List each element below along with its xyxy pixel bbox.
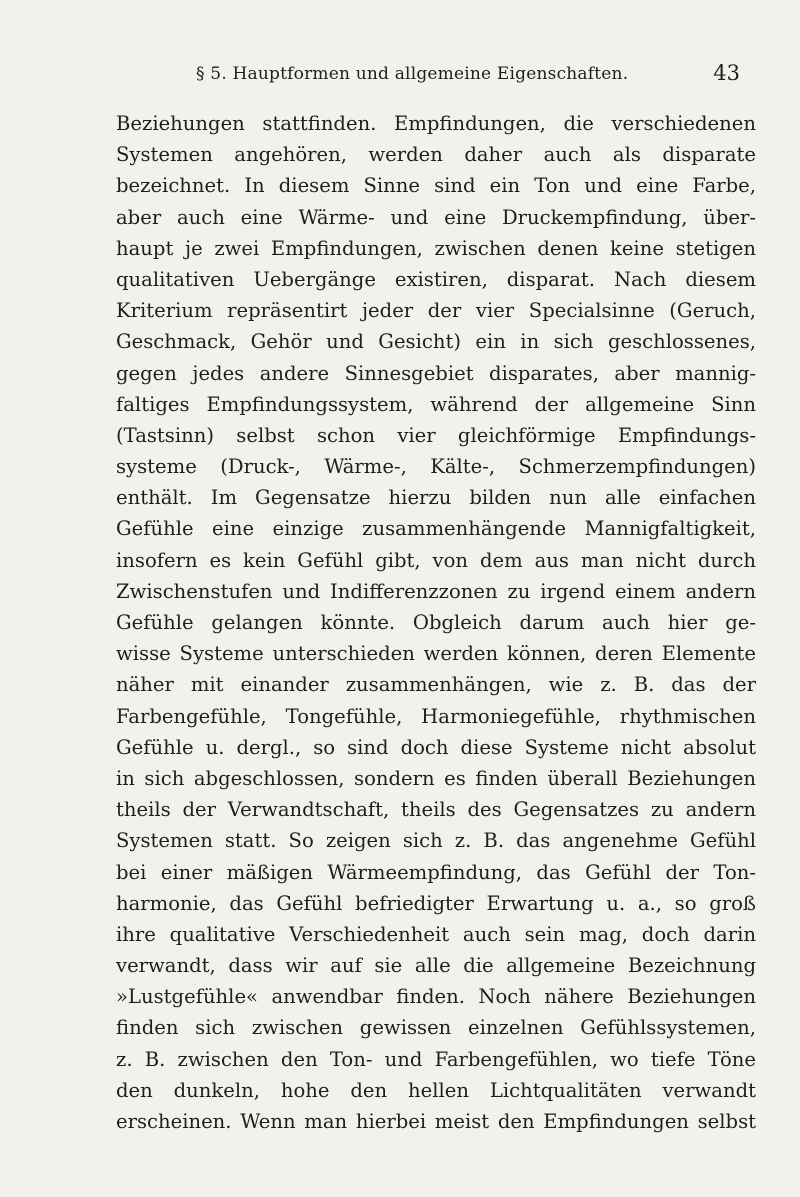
text-line: harmonie, das Gefühl befriedigter Erwartung u. a., so groß bbox=[116, 891, 756, 915]
text-line: näher mit einander zusammenhängen, wie z. B. das der bbox=[116, 673, 756, 697]
text-line: Systemen angehören, werden daher auch als disparate bbox=[116, 143, 756, 167]
text-line: Zwischenstufen und Indifferenzzonen zu irgend einem andern bbox=[116, 579, 756, 603]
text-line: systeme (Druck-, Wärme-, Kälte-, Schmerzempfindungen) bbox=[116, 455, 756, 479]
text-line: Gefühle u. dergl., so sind doch diese Systeme nicht absolut bbox=[116, 735, 756, 759]
text-line: ihre qualitative Verschiedenheit auch sein mag, doch darin bbox=[116, 922, 756, 946]
body-text bbox=[116, 108, 756, 1137]
text-line: Gefühle eine einzige zusammenhängende Mannigfaltigkeit, bbox=[116, 517, 756, 541]
text-line: Gefühle gelangen könnte. Obgleich darum auch hier ge- bbox=[116, 611, 756, 634]
text-line: finden sich zwischen gewissen einzelnen Gefühlssystemen, bbox=[116, 1016, 756, 1040]
text-line: »Lustgefühle« anwendbar finden. Noch nähere Beziehungen bbox=[116, 985, 756, 1009]
text-line: insofern es kein Gefühl gibt, von dem aus man nicht durch bbox=[116, 548, 756, 572]
text-line: verwandt, dass wir auf sie alle die allgemeine Bezeichnung bbox=[116, 954, 756, 978]
text-line: erscheinen. Wenn man hierbei meist den Empfindungen selbst bbox=[116, 1110, 756, 1133]
text-line: Beziehungen stattfinden. Empfindungen, die verschiedenen bbox=[116, 112, 756, 135]
text-line: gegen jedes andere Sinnesgebiet disparates, aber mannig- bbox=[116, 361, 756, 385]
text-line: bezeichnet. In diesem Sinne sind ein Ton und eine Farbe, bbox=[116, 174, 756, 198]
text-line: aber auch eine Wärme- und eine Druckempfindung, über- bbox=[116, 205, 756, 229]
text-line: den dunkeln, hohe den hellen Lichtqualitäten verwandt bbox=[116, 1078, 756, 1102]
text-line: haupt je zwei Empfindungen, zwischen denen keine stetigen bbox=[116, 236, 756, 260]
text-line: (Tastsinn) selbst schon vier gleichförmige Empfindungs- bbox=[116, 423, 756, 447]
text-line: bei einer mäßigen Wärmeempfindung, das Gefühl der Ton- bbox=[116, 860, 756, 884]
page-number: 43 bbox=[713, 61, 740, 85]
text-line: Geschmack, Gehör und Gesicht) ein in sich geschlossenes, bbox=[116, 330, 756, 354]
text-line: wisse Systeme unterschieden werden können, deren Elemente bbox=[116, 642, 756, 666]
text-line: enthält. Im Gegensatze hierzu bilden nun alle einfachen bbox=[116, 486, 756, 510]
text-line: Systemen statt. So zeigen sich z. B. das angenehme Gefühl bbox=[116, 829, 756, 853]
running-title: § 5. Hauptformen und allgemeine Eigenschaften. bbox=[196, 64, 629, 84]
text-line: theils der Verwandtschaft, theils des Gegensatzes zu andern bbox=[116, 798, 756, 822]
text-line: qualitativen Uebergänge existiren, disparat. Nach diesem bbox=[116, 267, 756, 291]
running-head bbox=[114, 61, 740, 92]
text-line: in sich abgeschlossen, sondern es finden überall Beziehungen bbox=[116, 766, 756, 790]
text-line: Farbengefühle, Tongefühle, Harmoniegefühle, rhythmischen bbox=[116, 704, 756, 728]
text-line: faltiges Empfindungssystem, während der allgemeine Sinn bbox=[116, 392, 756, 416]
text-line: Kriterium repräsentirt jeder der vier Specialsinne (Geruch, bbox=[116, 299, 756, 323]
text-line: z. B. zwischen den Ton- und Farbengefühlen, wo tiefe Töne bbox=[116, 1047, 756, 1071]
